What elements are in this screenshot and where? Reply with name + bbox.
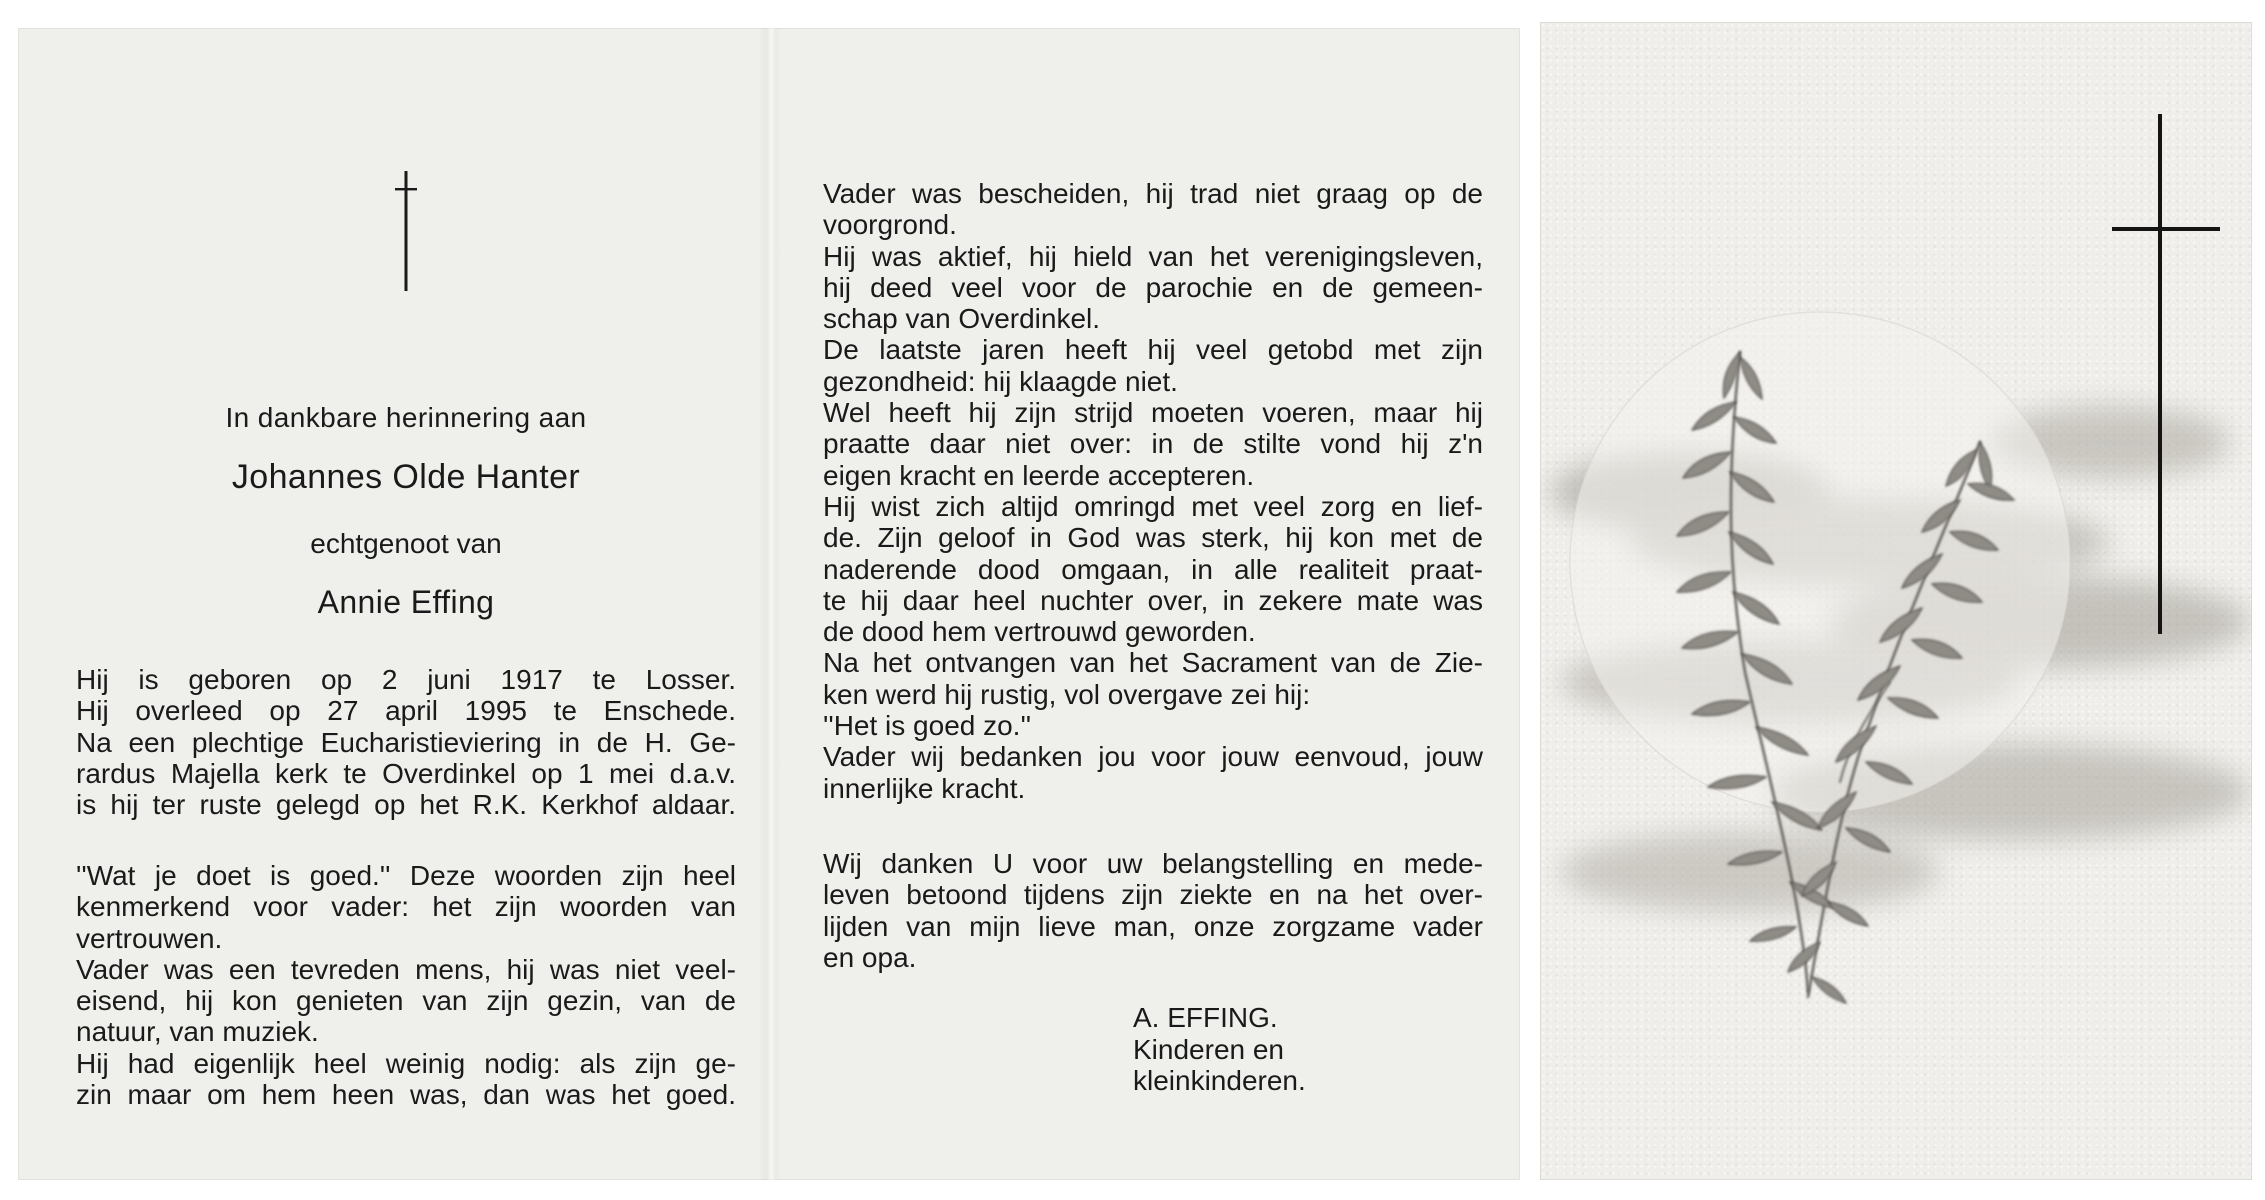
thanks-paragraph — [823, 848, 1483, 973]
text-line: kenmerkend voor vader: het zijn woorden van — [76, 891, 736, 923]
text-line: Hij wist zich altijd omringd met veel zorg en lief- — [823, 490, 1483, 522]
text-line: is hij ter ruste gelegd op het R.K. Kerkhof aldaar. — [76, 789, 736, 821]
text-line: Hij was aktief, hij hield van het verenigingsleven, — [823, 240, 1483, 272]
text-line: eigen kracht en leerde accepteren. — [823, 459, 1255, 491]
text-line: innerlijke kracht. — [823, 772, 1026, 804]
right-page — [823, 28, 1483, 1180]
text-line: Vader was bescheiden, hij trad niet graag op de — [823, 178, 1483, 209]
text-line: De laatste jaren heeft hij veel getobd met zijn — [823, 334, 1483, 366]
text-line: voorgrond. — [823, 209, 957, 241]
text-line: vertrouwen. — [76, 922, 223, 954]
text-line: de dood hem vertrouwd geworden. — [823, 616, 1256, 648]
text-line: ''Wat je doet is goed.'' Deze woorden zijn heel — [76, 860, 736, 891]
text-line: praatte daar niet over: in de stilte vond hij z'n — [823, 428, 1483, 460]
text-line: Hij overleed op 27 april 1995 te Enschede. — [76, 695, 736, 727]
text-line: Hij is geboren op 2 juni 1917 te Losser. — [76, 664, 736, 695]
text-line: de. Zijn geloof in God was sterk, hij kon met de — [823, 522, 1483, 554]
text-line: Hij had eigenlijk heel weinig nodig: als zijn ge- — [76, 1047, 736, 1079]
moon-disc — [1570, 312, 2070, 812]
text-line: eisend, hij kon genieten van zijn gezin, van de — [76, 985, 736, 1017]
text-line: rardus Majella kerk te Overdinkel op 1 mei d.a.v. — [76, 757, 736, 789]
card-fold-crease — [758, 28, 782, 1180]
text-line: ''Het is goed zo.'' — [823, 710, 1032, 742]
signature-line: A. EFFING. — [1133, 1002, 1278, 1033]
card-inside-spread — [18, 28, 1520, 1180]
signature-line: kleinkinderen. — [1133, 1065, 1306, 1096]
olive-branches-illustration — [1540, 22, 2252, 1180]
text-line: zin maar om hem heen was, dan was het goed. — [76, 1079, 736, 1111]
text-line: Wel heeft hij zijn strijd moeten voeren, maar hij — [823, 397, 1483, 429]
cross-icon — [2112, 114, 2220, 634]
biography-paragraph — [76, 664, 736, 820]
card-front-illustration — [1540, 22, 2252, 1180]
cross-icon — [386, 171, 426, 291]
deceased-name: Johannes Olde Hanter — [231, 458, 581, 496]
left-page — [76, 28, 736, 1180]
text-line: Vader wij bedanken jou voor jouw eenvoud, jouw — [823, 741, 1483, 773]
text-line: schap van Overdinkel. — [823, 303, 1101, 335]
quote-paragraph — [76, 860, 736, 1110]
text-line: Wij danken U voor uw belangstelling en mede- — [823, 848, 1483, 879]
text-line: lijden van mijn lieve man, onze zorgzame vader — [823, 910, 1483, 942]
signature-block — [1133, 1002, 1306, 1097]
text-line: leven betoond tijdens zijn ziekte en na het over- — [823, 879, 1483, 911]
text-line: ken werd hij rustig, vol overgave zei hij: — [823, 678, 1311, 710]
text-line: Vader was een tevreden mens, hij was niet veel- — [76, 953, 736, 985]
text-line: en opa. — [823, 941, 917, 973]
text-line: naderende dood omgaan, in alle realiteit praat- — [823, 553, 1483, 585]
text-line: Na het ontvangen van het Sacrament van de Zie- — [823, 647, 1483, 679]
signature-line: Kinderen en — [1133, 1033, 1285, 1065]
text-line: te hij daar heel nuchter over, in zekere mate was — [823, 584, 1483, 616]
text-line: hij deed veel voor de parochie en de gemeen- — [823, 271, 1483, 303]
dedication-text: In dankbare herinnering aan — [225, 402, 587, 433]
text-line: gezondheid: hij klaagde niet. — [823, 365, 1178, 397]
spouse-name: Annie Effing — [317, 584, 495, 620]
remembrance-paragraph — [823, 178, 1483, 804]
spouse-label: echtgenoot van — [310, 528, 502, 559]
text-line: Na een plechtige Eucharistieviering in de H. Ge- — [76, 726, 736, 758]
text-line: natuur, van muziek. — [76, 1016, 319, 1048]
